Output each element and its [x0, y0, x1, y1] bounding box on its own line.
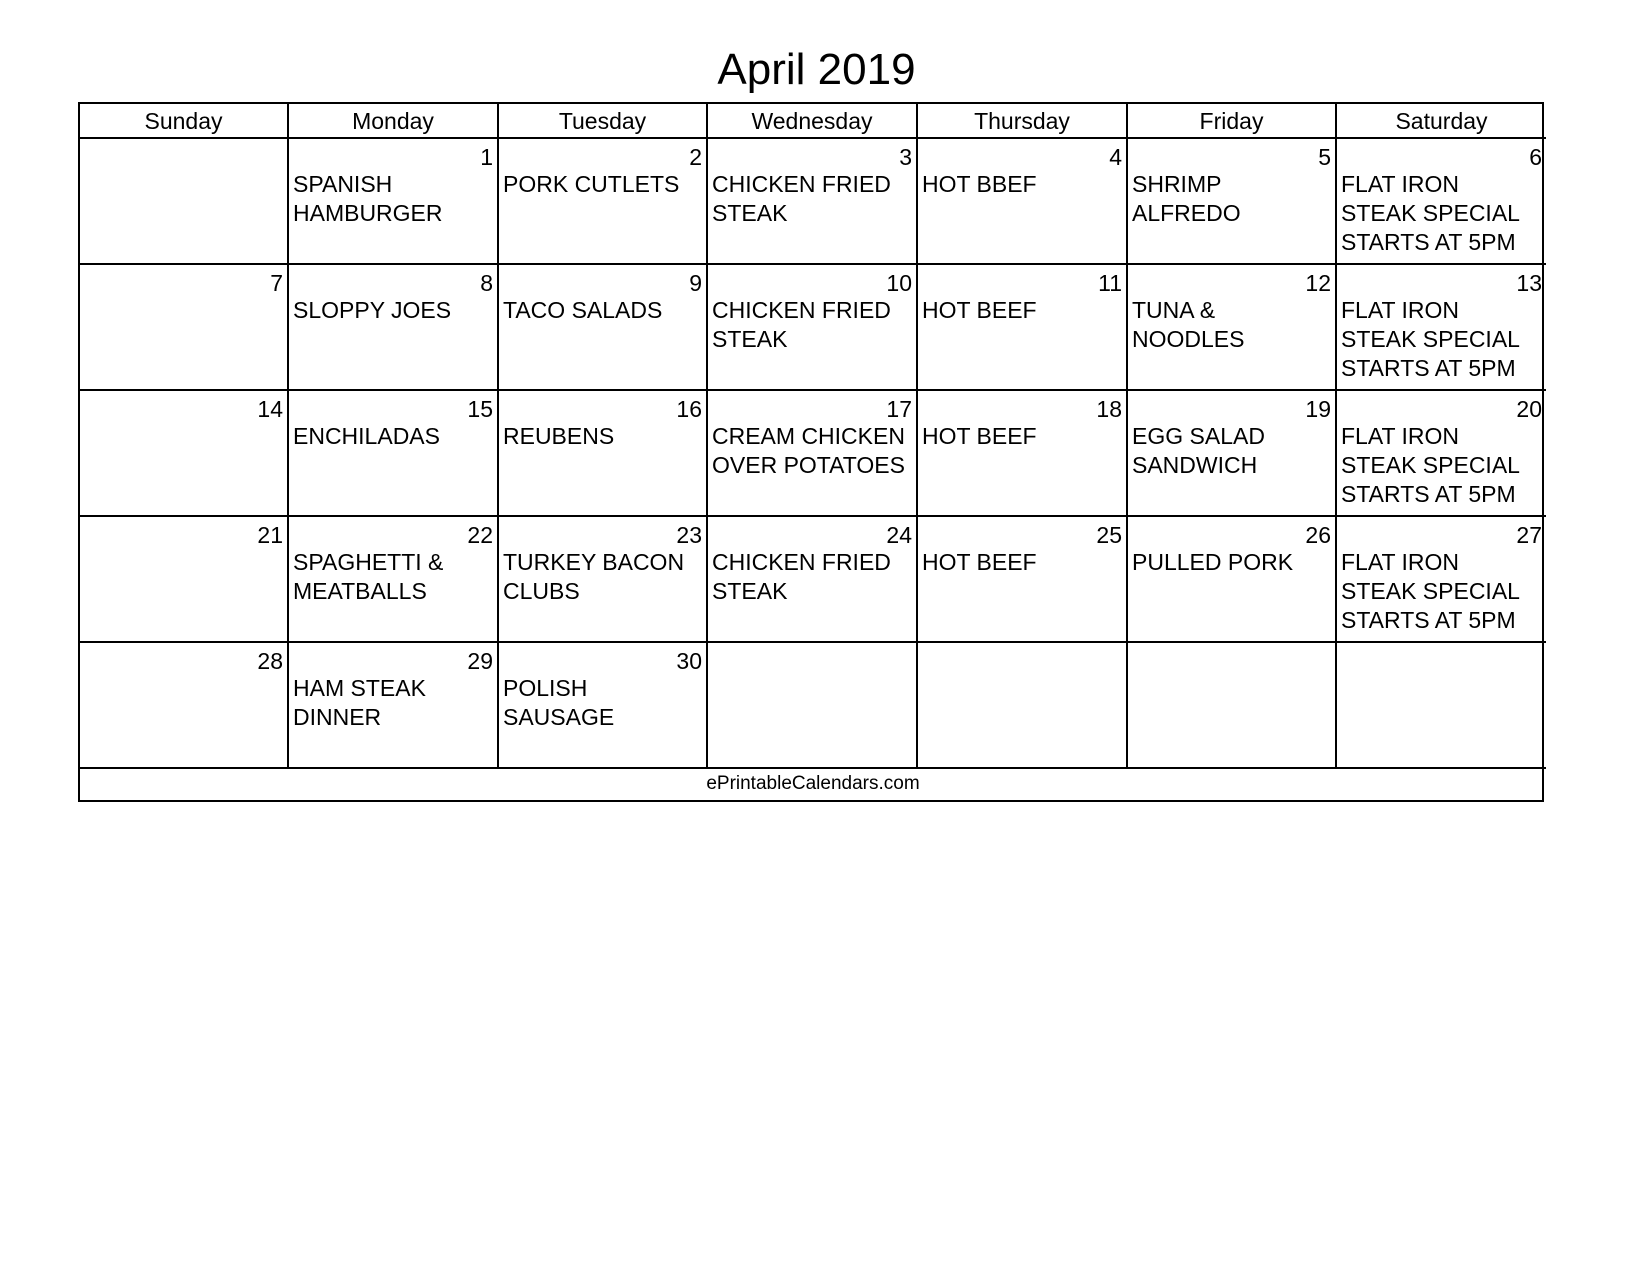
day-number — [1341, 648, 1542, 674]
day-number — [712, 648, 912, 674]
meal-text: TUNA & NOODLES — [1132, 297, 1245, 352]
meal-text: HOT BEEF — [922, 297, 1037, 323]
day-number: 11 — [1098, 270, 1122, 296]
day-number: 3 — [899, 144, 912, 170]
day-cell — [708, 139, 918, 265]
day-number: 2 — [689, 144, 702, 170]
day-cell — [708, 391, 918, 517]
meal-text: SPANISH HAMBURGER — [293, 171, 443, 226]
day-cell — [289, 139, 499, 265]
day-number: 4 — [1109, 144, 1122, 170]
meal-text: PORK CUTLETS — [503, 171, 680, 197]
meal-text: HOT BBEF — [922, 171, 1037, 197]
day-cell — [80, 391, 289, 517]
day-cell — [918, 643, 1128, 769]
day-number: 14 — [257, 396, 283, 422]
day-cell — [499, 265, 708, 391]
day-number: 7 — [270, 270, 283, 296]
meal-text: HOT BEEF — [922, 423, 1037, 449]
day-number: 22 — [467, 522, 493, 548]
weekday-header-monday: Monday — [289, 104, 499, 139]
meal-text: FLAT IRON STEAK SPECIAL STARTS AT 5PM — [1341, 423, 1520, 507]
day-cell — [1337, 517, 1546, 643]
day-cell — [1337, 391, 1546, 517]
day-number: 15 — [467, 396, 493, 422]
day-number: 30 — [676, 648, 702, 674]
day-cell — [918, 391, 1128, 517]
day-cell — [918, 517, 1128, 643]
day-cell — [1128, 517, 1337, 643]
day-number: 20 — [1516, 396, 1542, 422]
day-cell — [289, 265, 499, 391]
day-cell — [289, 643, 499, 769]
day-number: 1 — [480, 144, 493, 170]
calendar-title: April 2019 — [717, 45, 916, 94]
day-cell — [80, 517, 289, 643]
day-number: 26 — [1305, 522, 1331, 548]
day-cell — [1128, 265, 1337, 391]
day-number: 13 — [1516, 270, 1542, 296]
meal-text: SHRIMP ALFREDO — [1132, 171, 1241, 226]
meal-text: FLAT IRON STEAK SPECIAL STARTS AT 5PM — [1341, 171, 1520, 255]
weekday-header-tuesday: Tuesday — [499, 104, 708, 139]
day-number: 10 — [886, 270, 912, 296]
day-number: 21 — [257, 522, 283, 548]
meal-text: PULLED PORK — [1132, 549, 1294, 575]
day-cell — [1128, 643, 1337, 769]
day-cell — [499, 517, 708, 643]
day-number: 18 — [1096, 396, 1122, 422]
meal-text: SPAGHETTI & MEATBALLS — [293, 549, 444, 604]
day-cell — [918, 139, 1128, 265]
day-cell — [708, 517, 918, 643]
day-number: 27 — [1516, 522, 1542, 548]
meal-text: SLOPPY JOES — [293, 297, 452, 323]
meal-text: FLAT IRON STEAK SPECIAL STARTS AT 5PM — [1341, 297, 1520, 381]
day-number: 12 — [1305, 270, 1331, 296]
day-number: 17 — [886, 396, 912, 422]
day-number: 28 — [257, 648, 283, 674]
meal-text: POLISH SAUSAGE — [503, 675, 615, 730]
weekday-header-thursday: Thursday — [918, 104, 1128, 139]
meal-text: CREAM CHICKEN OVER POTATOES — [712, 423, 905, 478]
day-cell — [1337, 139, 1546, 265]
day-number: 9 — [689, 270, 702, 296]
day-number: 25 — [1096, 522, 1122, 548]
day-cell — [708, 265, 918, 391]
weekday-header-friday: Friday — [1128, 104, 1337, 139]
day-cell — [1337, 265, 1546, 391]
day-cell — [1128, 139, 1337, 265]
meal-text: CHICKEN FRIED STEAK — [712, 171, 891, 226]
day-cell — [1128, 391, 1337, 517]
day-cell — [1337, 643, 1546, 769]
day-cell — [289, 391, 499, 517]
weekday-header-saturday: Saturday — [1337, 104, 1546, 139]
day-cell — [80, 139, 289, 265]
day-cell — [499, 139, 708, 265]
day-number: 8 — [480, 270, 493, 296]
day-number — [1132, 648, 1331, 674]
day-cell — [499, 643, 708, 769]
meal-text: TACO SALADS — [503, 297, 663, 323]
day-number: 29 — [467, 648, 493, 674]
day-cell — [708, 643, 918, 769]
meal-text: TURKEY BACON CLUBS — [503, 549, 685, 604]
meal-text: HOT BEEF — [922, 549, 1037, 575]
day-cell — [289, 517, 499, 643]
day-number: 16 — [676, 396, 702, 422]
day-number — [84, 144, 283, 170]
weekday-header-sunday: Sunday — [80, 104, 289, 139]
day-cell — [918, 265, 1128, 391]
day-cell — [499, 391, 708, 517]
day-number: 5 — [1318, 144, 1331, 170]
meal-text: CHICKEN FRIED STEAK — [712, 297, 891, 352]
meal-text: CHICKEN FRIED STEAK — [712, 549, 891, 604]
day-number — [922, 648, 1122, 674]
meal-text: FLAT IRON STEAK SPECIAL STARTS AT 5PM — [1341, 549, 1520, 633]
day-number: 24 — [886, 522, 912, 548]
day-number: 23 — [676, 522, 702, 548]
weekday-header-wednesday: Wednesday — [708, 104, 918, 139]
footer-credit: ePrintableCalendars.com — [706, 773, 920, 794]
meal-text: HAM STEAK DINNER — [293, 675, 426, 730]
meal-text: ENCHILADAS — [293, 423, 440, 449]
meal-text: REUBENS — [503, 423, 615, 449]
day-number: 6 — [1529, 144, 1542, 170]
day-cell — [80, 643, 289, 769]
day-cell — [80, 265, 289, 391]
day-number: 19 — [1305, 396, 1331, 422]
meal-text: EGG SALAD SANDWICH — [1132, 423, 1265, 478]
calendar-grid — [78, 102, 1544, 802]
